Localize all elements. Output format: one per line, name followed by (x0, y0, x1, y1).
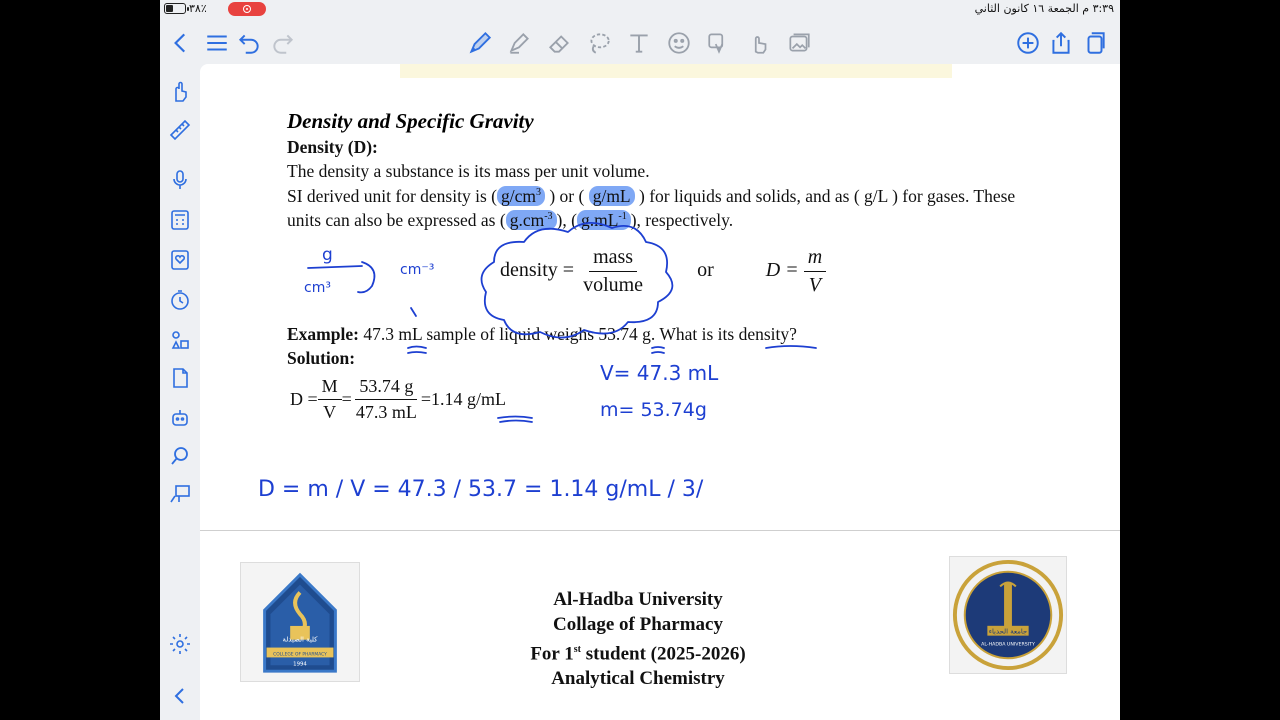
formula-den: volume (583, 274, 644, 296)
calc-frac-1 (318, 376, 342, 423)
document-icon[interactable] (166, 364, 194, 392)
battery-icon (164, 3, 186, 14)
top-toolbar (160, 20, 1120, 64)
collapse-icon[interactable] (166, 682, 194, 710)
solution-label: Solution: (287, 348, 356, 368)
logo-left-sub: COLLEGE OF PHARMACY (273, 652, 327, 658)
example-line (287, 324, 797, 345)
list-icon[interactable] (202, 28, 232, 58)
left-tool-rail (160, 64, 200, 720)
image-icon[interactable] (784, 28, 814, 58)
footer-line-4: Analytical Chemistry (551, 668, 725, 690)
logo-left-year: 1994 (293, 661, 307, 668)
pointer-hand-icon[interactable] (744, 28, 774, 58)
settings-icon[interactable] (166, 630, 194, 658)
si2-lead: units can also be expressed as ( (287, 210, 506, 230)
definition-text: The density a substance is its mass per unit volume. (287, 161, 650, 181)
screen-record-indicator[interactable] (228, 2, 266, 16)
status-bar (160, 0, 1120, 18)
si-unit-line-1 (287, 186, 1015, 207)
eraser-icon[interactable] (544, 28, 574, 58)
previous-page-highlight (400, 64, 952, 78)
presentation-icon[interactable] (166, 480, 194, 508)
hand-icon[interactable] (166, 78, 194, 106)
calc-eq: = (341, 389, 352, 409)
si2-unit1-sup: -3 (544, 211, 553, 223)
search-icon[interactable] (166, 442, 194, 470)
calc-frac-2 (352, 376, 421, 423)
m-over-v (804, 246, 826, 297)
si2-unit2: g.mL (580, 210, 619, 230)
shapes-icon[interactable] (166, 326, 194, 354)
bot-icon[interactable] (166, 404, 194, 432)
ink-g: g (322, 245, 333, 265)
translate-icon[interactable] (704, 28, 734, 58)
ink-tick (411, 308, 416, 316)
formula-lhs2: D = (765, 259, 799, 282)
status-time-date: ٣:٣٩ م الجمعة ١٦ كانون الثاني (974, 2, 1114, 15)
pen-icon[interactable] (465, 28, 495, 58)
highlight-g-cm-3 (506, 210, 557, 230)
formula-or: or (697, 259, 714, 282)
formula-num: mass (589, 246, 637, 272)
calc-num1: M (318, 376, 342, 400)
pharmacy-college-logo (240, 562, 360, 682)
ink-m-note: m= 53.74g (600, 399, 707, 421)
logo-right-year: 1994 (1001, 574, 1015, 581)
bookmark-icon[interactable] (166, 246, 194, 274)
si2-unit1: g.cm (509, 210, 545, 230)
si1-lead: SI derived unit for density is ( (287, 186, 497, 206)
ink-v-note: V= 47.3 mL (600, 361, 719, 385)
ink-arrow (358, 262, 374, 292)
page-divider (200, 530, 1120, 531)
ink-bottom-eq: D = m / V = 47.3 / 53.7 = 1.14 g/mL / 3/ (258, 477, 704, 502)
logo-right-sub: AL-HADBA UNIVERSITY (981, 642, 1035, 648)
document-page[interactable] (200, 64, 1120, 720)
density-formula (500, 246, 826, 297)
calc-result: =1.14 g/mL (420, 389, 506, 409)
calc-den1: V (323, 402, 337, 422)
timer-icon[interactable] (166, 286, 194, 314)
share-icon[interactable] (1046, 28, 1076, 58)
ink-underline-g (652, 347, 664, 353)
tablet-screen (160, 0, 1120, 720)
ink-frac-bar (308, 266, 362, 268)
solution-calculation (290, 376, 506, 423)
si1-tail: ) for liquids and solids, and as ( g/L ) for gases. These (639, 186, 1016, 206)
section-title: Density and Specific Gravity (287, 109, 534, 133)
example-text: 47.3 mL sample of liquid weighs 53.74 g. What is its density? (358, 324, 797, 344)
calc-num2: 53.74 g (355, 376, 417, 400)
formula-lhs: density = (500, 259, 575, 282)
undo-icon[interactable] (234, 28, 264, 58)
pages-icon[interactable] (1080, 28, 1110, 58)
sticker-icon[interactable] (664, 28, 694, 58)
ink-underline-ml (408, 347, 426, 354)
text-icon[interactable] (624, 28, 654, 58)
highlight-g-ml: g/mL (589, 186, 635, 206)
ink-cm-3: cm⁻³ (400, 262, 435, 278)
add-icon[interactable] (1013, 28, 1043, 58)
example-label: Example: (287, 324, 359, 344)
si1-unit1: g/cm (500, 186, 536, 206)
record-icon (243, 5, 251, 13)
si2-tail: ), respectively. (630, 210, 734, 230)
si-unit-line-2 (287, 210, 733, 231)
si2-mid: ), ( (556, 210, 577, 230)
ink-cm3: cm³ (304, 280, 331, 296)
logo-right-caption: جامعة الحدباء (988, 627, 1028, 636)
battery-indicator (164, 2, 207, 15)
mass-over-volume (579, 246, 647, 297)
calc-lhs: D = (290, 389, 318, 409)
calc-den2: 47.3 mL (355, 402, 417, 422)
calculator-icon[interactable] (166, 206, 194, 234)
footer-line-1: Al-Hadba University (553, 589, 723, 610)
back-chevron-icon[interactable] (166, 28, 196, 58)
si1-mid: ) or ( (549, 186, 585, 206)
battery-percent: ٣٨٪ (189, 2, 207, 15)
si1-unit1-sup: 3 (535, 187, 541, 199)
redo-icon[interactable] (268, 28, 298, 58)
lasso-icon[interactable] (584, 28, 614, 58)
footer-line-2: Collage of Pharmacy (553, 614, 723, 635)
density-label: Density (D): (287, 137, 378, 157)
microphone-icon[interactable] (166, 166, 194, 194)
formula-num2: m (804, 246, 826, 272)
university-seal-logo (949, 556, 1067, 674)
highlight-g-cm3 (497, 186, 545, 206)
formula-den2: V (808, 274, 822, 296)
si2-unit2-sup: -1 (618, 211, 627, 223)
highlighter-icon[interactable] (504, 28, 534, 58)
footer-line-3: For 1st student (2025-2026) (530, 643, 746, 665)
highlight-g-ml-1 (577, 210, 631, 230)
ink-underline-density (766, 346, 816, 348)
logo-left-caption: كلية الصيدلة (282, 635, 318, 644)
ruler-icon[interactable] (166, 116, 194, 144)
footer-institution-block (498, 587, 778, 691)
